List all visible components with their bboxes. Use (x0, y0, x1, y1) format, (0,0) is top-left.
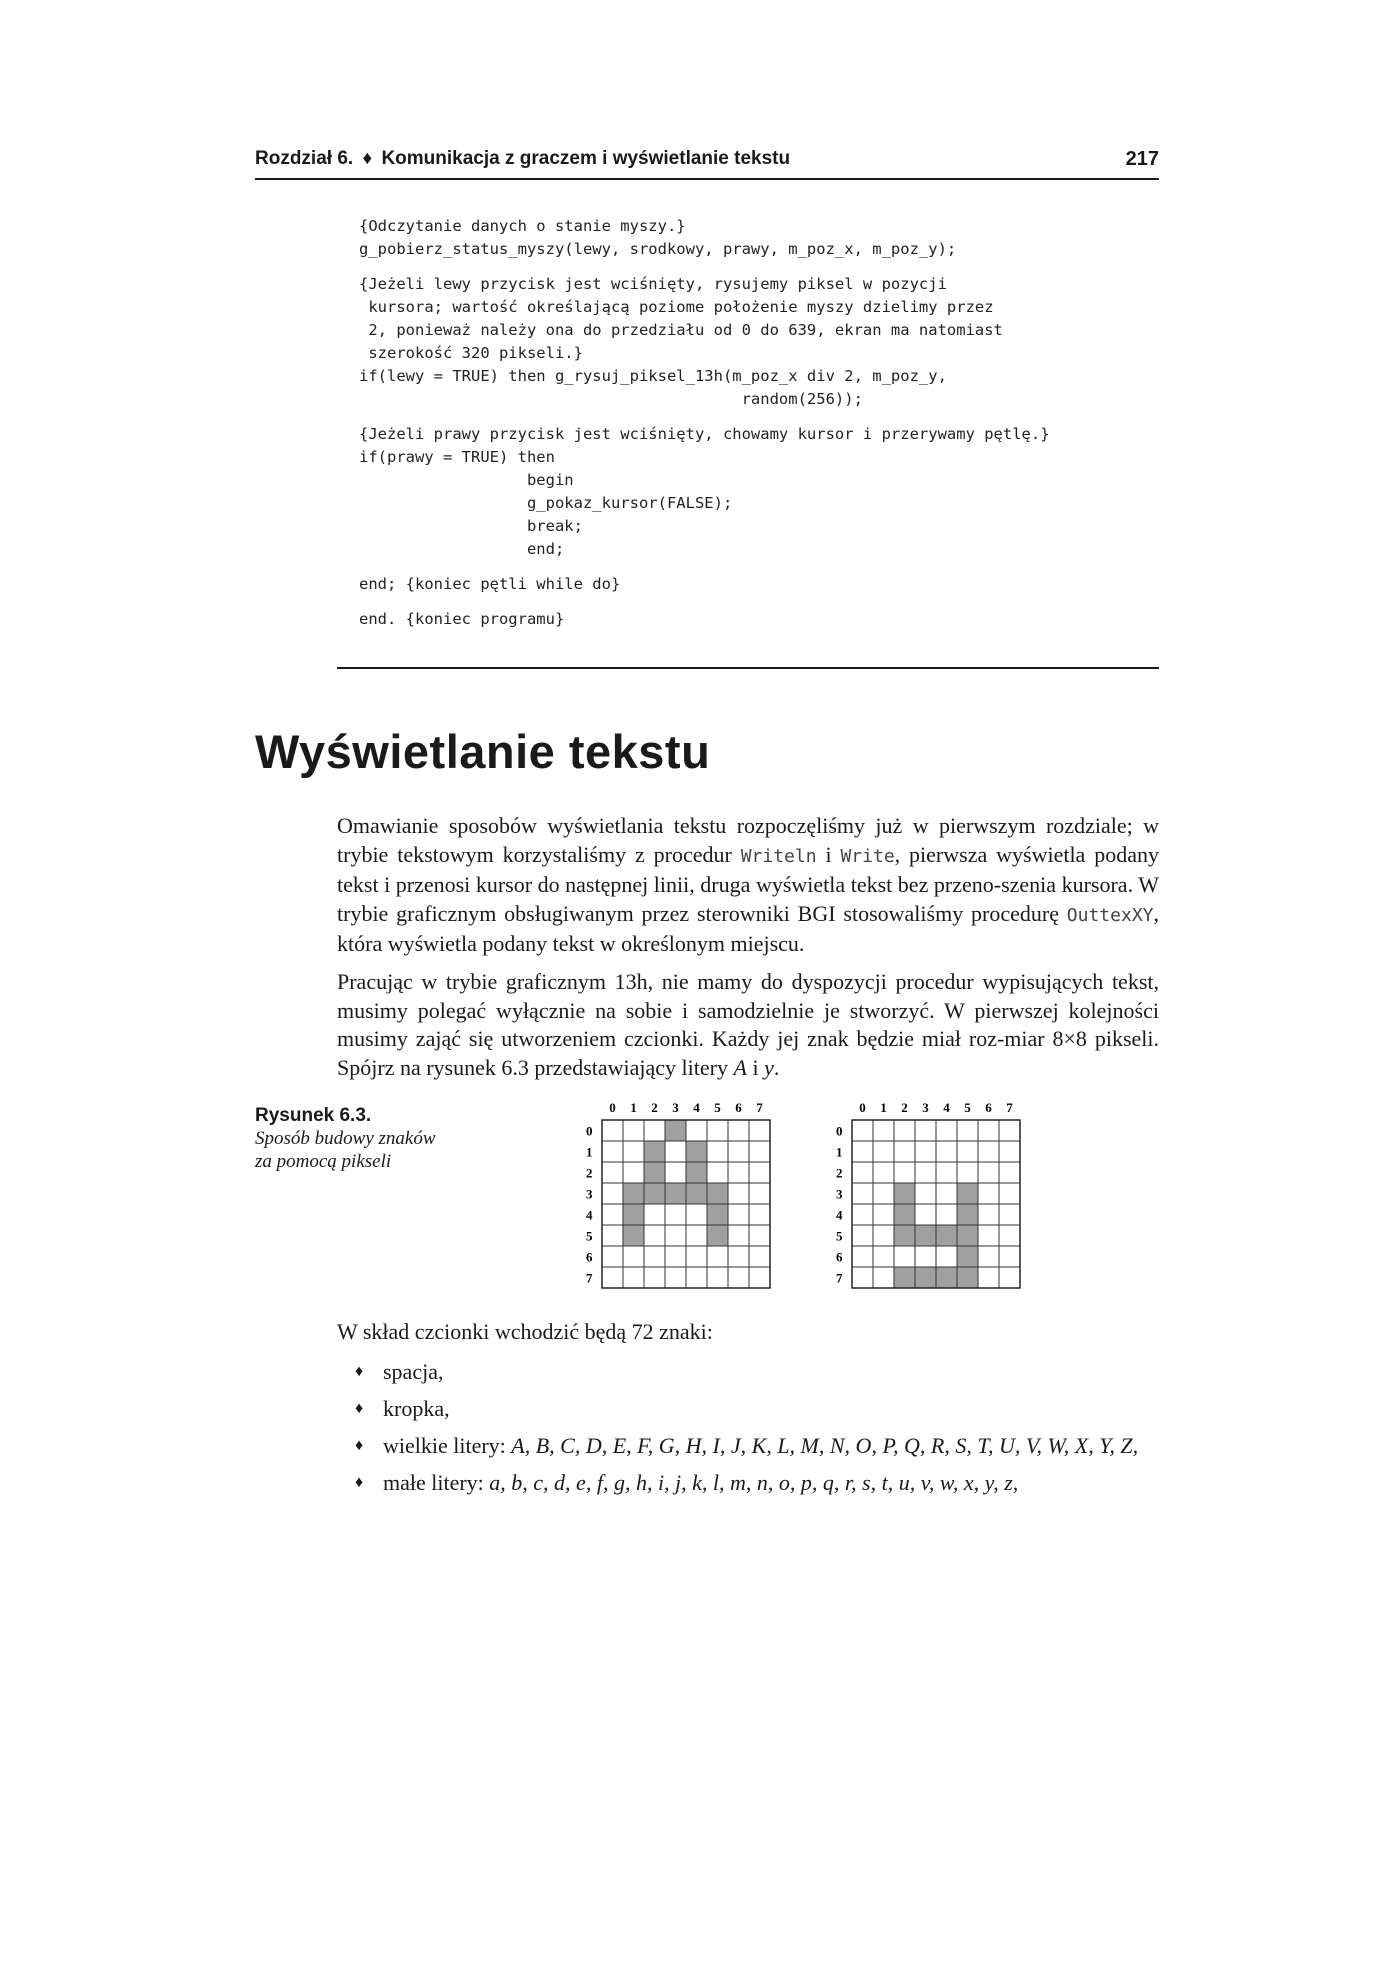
pixel-off (623, 1246, 644, 1267)
pixel-on (644, 1141, 665, 1162)
pixel-off (852, 1246, 873, 1267)
pixel-off (728, 1267, 749, 1288)
pixel-off (936, 1183, 957, 1204)
pixel-grid-letter-y (830, 1098, 1030, 1294)
pixel-on (686, 1162, 707, 1183)
pixel-off (978, 1162, 999, 1183)
chapter-title: Komunikacja z graczem i wyświetlanie tekstu (381, 148, 791, 169)
column-label: 3 (922, 1100, 929, 1115)
pixel-off (978, 1267, 999, 1288)
pixel-off (978, 1183, 999, 1204)
pixel-off (686, 1204, 707, 1225)
pixel-off (686, 1225, 707, 1246)
diamond-icon: ♦ (355, 1474, 364, 1491)
pixel-off (665, 1267, 686, 1288)
paragraph-1-text-3: , pierwsza wyświetla podany tekst i przenosi kursor do następnej linii, druga wyświetla tekst bez przeno-szenia kursora. W trybie graficznym obsługiwanym przez sterowniki BGI stosowaliśmy procedurę (337, 841, 1159, 926)
pixel-off (728, 1225, 749, 1246)
pixel-off (999, 1267, 1020, 1288)
pixel-on (665, 1120, 686, 1141)
letter-y: y (764, 1054, 774, 1080)
pixel-on (686, 1141, 707, 1162)
row-label: 1 (586, 1144, 593, 1160)
paragraph-3: W skład czcionki wchodzić będą 72 znaki: (337, 1319, 713, 1344)
paragraph-2 (337, 968, 1159, 1082)
pixel-on (915, 1225, 936, 1246)
pixel-off (728, 1120, 749, 1141)
pixel-off (665, 1162, 686, 1183)
row-label: 5 (586, 1228, 593, 1244)
pixel-off (873, 1246, 894, 1267)
code-line: {Jeżeli prawy przycisk jest wciśnięty, chowamy kursor i przerywamy pętlę.} (359, 425, 1050, 443)
paragraph-2-text-3: . (773, 1054, 780, 1080)
pixel-off (623, 1162, 644, 1183)
row-label: 1 (836, 1144, 843, 1160)
pixel-off (728, 1162, 749, 1183)
row-label: 6 (836, 1249, 843, 1265)
row-label: 6 (586, 1249, 593, 1265)
row-label: 7 (836, 1270, 843, 1286)
pixel-off (936, 1204, 957, 1225)
pixel-off (852, 1183, 873, 1204)
pixel-on (644, 1183, 665, 1204)
lowercase-letters: a, b, c, d, e, f, g, h, i, j, k, l, m, n, o, p, q, r, s, t, u, v, w, x, y, z, (489, 1470, 1019, 1495)
pixel-off (707, 1267, 728, 1288)
pixel-off (873, 1225, 894, 1246)
pixel-off (749, 1267, 770, 1288)
pixel-off (623, 1267, 644, 1288)
pixel-off (728, 1141, 749, 1162)
row-label: 2 (586, 1165, 593, 1181)
code-block (359, 573, 1159, 596)
pixel-off (873, 1141, 894, 1162)
pixel-grid-letter-a (580, 1098, 780, 1294)
pixel-off (852, 1204, 873, 1225)
list-item-text: kropka, (383, 1396, 450, 1421)
pixel-off (602, 1162, 623, 1183)
column-label: 7 (1006, 1100, 1013, 1115)
row-label: 4 (586, 1207, 593, 1223)
pixel-off (852, 1162, 873, 1183)
code-line: if(prawy = TRUE) then (359, 448, 555, 466)
pixel-off (978, 1141, 999, 1162)
pixel-off (665, 1246, 686, 1267)
pixel-on (707, 1225, 728, 1246)
pixel-off (749, 1204, 770, 1225)
pixel-off (749, 1120, 770, 1141)
column-label: 2 (901, 1100, 908, 1115)
code-line: {Odczytanie danych o stanie myszy.} (359, 217, 686, 235)
code-outtexxy: OuttexXY (1066, 904, 1154, 926)
code-line: kursora; wartość określającą poziome położenie myszy dzielimy przez (359, 298, 994, 316)
list-item-text: wielkie litery: (383, 1433, 512, 1458)
code-line: szerokość 320 pikseli.} (359, 344, 583, 362)
pixel-on (957, 1225, 978, 1246)
pixel-off (957, 1162, 978, 1183)
code-line: {Jeżeli lewy przycisk jest wciśnięty, rysujemy piksel w pozycji (359, 275, 947, 293)
column-label: 7 (756, 1100, 763, 1115)
column-label: 5 (714, 1100, 721, 1115)
pixel-off (873, 1162, 894, 1183)
code-line: end; {koniec pętli while do} (359, 575, 621, 593)
pixel-off (602, 1183, 623, 1204)
pixel-off (602, 1246, 623, 1267)
list-item-text: małe litery: (383, 1470, 490, 1495)
pixel-off (894, 1246, 915, 1267)
pixel-on (686, 1183, 707, 1204)
pixel-off (999, 1120, 1020, 1141)
code-block (359, 423, 1159, 561)
row-label: 3 (586, 1186, 593, 1202)
pixel-on (894, 1267, 915, 1288)
pixel-off (873, 1183, 894, 1204)
pixel-off (644, 1267, 665, 1288)
list-item (355, 1469, 1159, 1497)
running-header (255, 148, 1159, 180)
pixel-on (894, 1225, 915, 1246)
pixel-off (978, 1204, 999, 1225)
pixel-off (602, 1267, 623, 1288)
figure-number: Rysunek 6.3. (255, 1105, 372, 1126)
pixel-off (665, 1225, 686, 1246)
code-line: g_pobierz_status_myszy(lewy, srodkowy, prawy, m_poz_x, m_poz_y); (359, 240, 957, 258)
uppercase-letters: A, B, C, D, E, F, G, H, I, J, K, L, M, N, O, P, Q, R, S, T, U, V, W, X, Y, Z, (511, 1433, 1139, 1458)
pixel-off (915, 1204, 936, 1225)
pixel-off (915, 1183, 936, 1204)
pixel-on (936, 1267, 957, 1288)
character-list (355, 1358, 1159, 1506)
pixel-off (602, 1225, 623, 1246)
pixel-off (602, 1141, 623, 1162)
column-label: 1 (630, 1100, 637, 1115)
pixel-off (665, 1141, 686, 1162)
pixel-off (894, 1120, 915, 1141)
row-label: 3 (836, 1186, 843, 1202)
code-writeln: Writeln (740, 845, 817, 867)
code-block (359, 608, 1159, 631)
list-item (355, 1395, 1159, 1423)
pixel-off (915, 1246, 936, 1267)
paragraph-1-text-1: Omawianie sposobów wyświetlania tekstu rozpoczęliśmy już w pierwszym rozdziale; w trybie tekstowym korzystaliśmy z procedur (337, 813, 1159, 867)
pixel-off (978, 1246, 999, 1267)
column-label: 4 (943, 1100, 950, 1115)
pixel-off (686, 1246, 707, 1267)
pixel-off (873, 1267, 894, 1288)
diamond-icon: ♦ (355, 1437, 364, 1454)
listing-end-rule (337, 667, 1159, 669)
column-label: 2 (651, 1100, 658, 1115)
paragraph-1-text-4: , która wyświetla podany tekst w określonym miejscu. (337, 900, 1159, 957)
code-line: break; (359, 517, 583, 535)
column-label: 1 (880, 1100, 887, 1115)
pixel-off (936, 1141, 957, 1162)
pixel-off (602, 1120, 623, 1141)
pixel-off (999, 1225, 1020, 1246)
pixel-on (894, 1204, 915, 1225)
pixel-off (936, 1162, 957, 1183)
pixel-on (957, 1267, 978, 1288)
pixel-off (644, 1246, 665, 1267)
pixel-off (602, 1204, 623, 1225)
pixel-off (707, 1141, 728, 1162)
pixel-off (894, 1162, 915, 1183)
pixel-on (644, 1162, 665, 1183)
chapter-number: Rozdział 6. (255, 148, 354, 169)
pixel-on (623, 1183, 644, 1204)
pixel-on (957, 1183, 978, 1204)
code-line: random(256)); (359, 390, 863, 408)
diamond-icon: ♦ (355, 1363, 364, 1380)
pixel-off (999, 1183, 1020, 1204)
pixel-off (915, 1141, 936, 1162)
row-label: 0 (836, 1123, 843, 1139)
paragraph-2-text-2: i (746, 1054, 765, 1080)
figure-caption (255, 1104, 455, 1173)
row-label: 7 (586, 1270, 593, 1286)
row-label: 0 (586, 1123, 593, 1139)
header-chapter (255, 148, 790, 170)
diamond-icon: ♦ (355, 1400, 364, 1417)
pixel-off (707, 1246, 728, 1267)
pixel-off (852, 1141, 873, 1162)
page-number: 217 (1125, 148, 1159, 170)
row-label: 5 (836, 1228, 843, 1244)
pixel-off (728, 1204, 749, 1225)
paragraph-2-text-1: Pracując w trybie graficznym 13h, nie mamy do dyspozycji procedur wypisujących tekst, musimy polegać wyłącznie na sobie i samodzielnie je stworzyć. W pierwszej kolejności musimy zająć się utworzeniem czcionki. Każdy jej znak będzie miał roz-miar 8×8 pikseli. Spójrz na rysunek 6.3 przedstawiający litery (337, 969, 1159, 1080)
code-block (359, 215, 1159, 261)
code-line: end; (359, 540, 565, 558)
diamond-icon: ♦ (362, 148, 373, 169)
pixel-off (707, 1120, 728, 1141)
pixel-on (707, 1183, 728, 1204)
column-label: 0 (859, 1100, 866, 1115)
pixel-off (936, 1120, 957, 1141)
pixel-off (665, 1204, 686, 1225)
code-line: g_pokaz_kursor(FALSE); (359, 494, 733, 512)
pixel-off (957, 1141, 978, 1162)
pixel-off (749, 1246, 770, 1267)
pixel-off (707, 1162, 728, 1183)
pixel-off (644, 1120, 665, 1141)
pixel-on (894, 1183, 915, 1204)
column-label: 5 (964, 1100, 971, 1115)
code-line: begin (359, 471, 574, 489)
pixel-off (936, 1246, 957, 1267)
pixel-off (873, 1204, 894, 1225)
row-label: 2 (836, 1165, 843, 1181)
pixel-off (915, 1120, 936, 1141)
list-item-text: spacja, (383, 1359, 444, 1384)
figure-caption-text: Sposób budowy znaków za pomocą pikseli (255, 1128, 436, 1172)
pixel-off (873, 1120, 894, 1141)
row-label: 4 (836, 1207, 843, 1223)
letter-a: A (733, 1054, 747, 1080)
code-line: 2, ponieważ należy ona do przedziału od 0 do 639, ekran ma natomiast (359, 321, 1003, 339)
pixel-on (936, 1225, 957, 1246)
pixel-on (623, 1204, 644, 1225)
pixel-off (644, 1225, 665, 1246)
pixel-off (749, 1141, 770, 1162)
column-label: 6 (985, 1100, 992, 1115)
code-line: if(lewy = TRUE) then g_rysuj_piksel_13h(m_poz_x div 2, m_poz_y, (359, 367, 947, 385)
pixel-off (623, 1141, 644, 1162)
code-write: Write (840, 845, 895, 867)
pixel-off (894, 1141, 915, 1162)
pixel-on (957, 1204, 978, 1225)
pixel-off (999, 1162, 1020, 1183)
pixel-off (728, 1183, 749, 1204)
pixel-off (686, 1267, 707, 1288)
pixel-off (749, 1162, 770, 1183)
pixel-off (999, 1141, 1020, 1162)
section-title: Wyświetlanie tekstu (255, 725, 711, 778)
pixel-off (749, 1183, 770, 1204)
pixel-on (707, 1204, 728, 1225)
pixel-off (978, 1120, 999, 1141)
pixel-on (957, 1246, 978, 1267)
code-block (359, 273, 1159, 411)
pixel-off (644, 1204, 665, 1225)
column-label: 3 (672, 1100, 679, 1115)
pixel-off (623, 1120, 644, 1141)
pixel-on (623, 1225, 644, 1246)
paragraph-1-text-2: i (816, 841, 841, 867)
pixel-off (728, 1246, 749, 1267)
pixel-off (915, 1162, 936, 1183)
pixel-off (749, 1225, 770, 1246)
paragraph-1 (337, 812, 1159, 959)
pixel-off (999, 1246, 1020, 1267)
pixel-off (978, 1225, 999, 1246)
column-label: 0 (609, 1100, 616, 1115)
pixel-off (999, 1204, 1020, 1225)
column-label: 6 (735, 1100, 742, 1115)
code-listing (359, 215, 1159, 643)
pixel-off (852, 1120, 873, 1141)
pixel-off (686, 1120, 707, 1141)
list-item (355, 1432, 1159, 1460)
pixel-off (852, 1267, 873, 1288)
pixel-on (665, 1183, 686, 1204)
pixel-on (915, 1267, 936, 1288)
column-label: 4 (693, 1100, 700, 1115)
pixel-off (852, 1225, 873, 1246)
code-line: end. {koniec programu} (359, 610, 565, 628)
list-item (355, 1358, 1159, 1386)
pixel-off (957, 1120, 978, 1141)
